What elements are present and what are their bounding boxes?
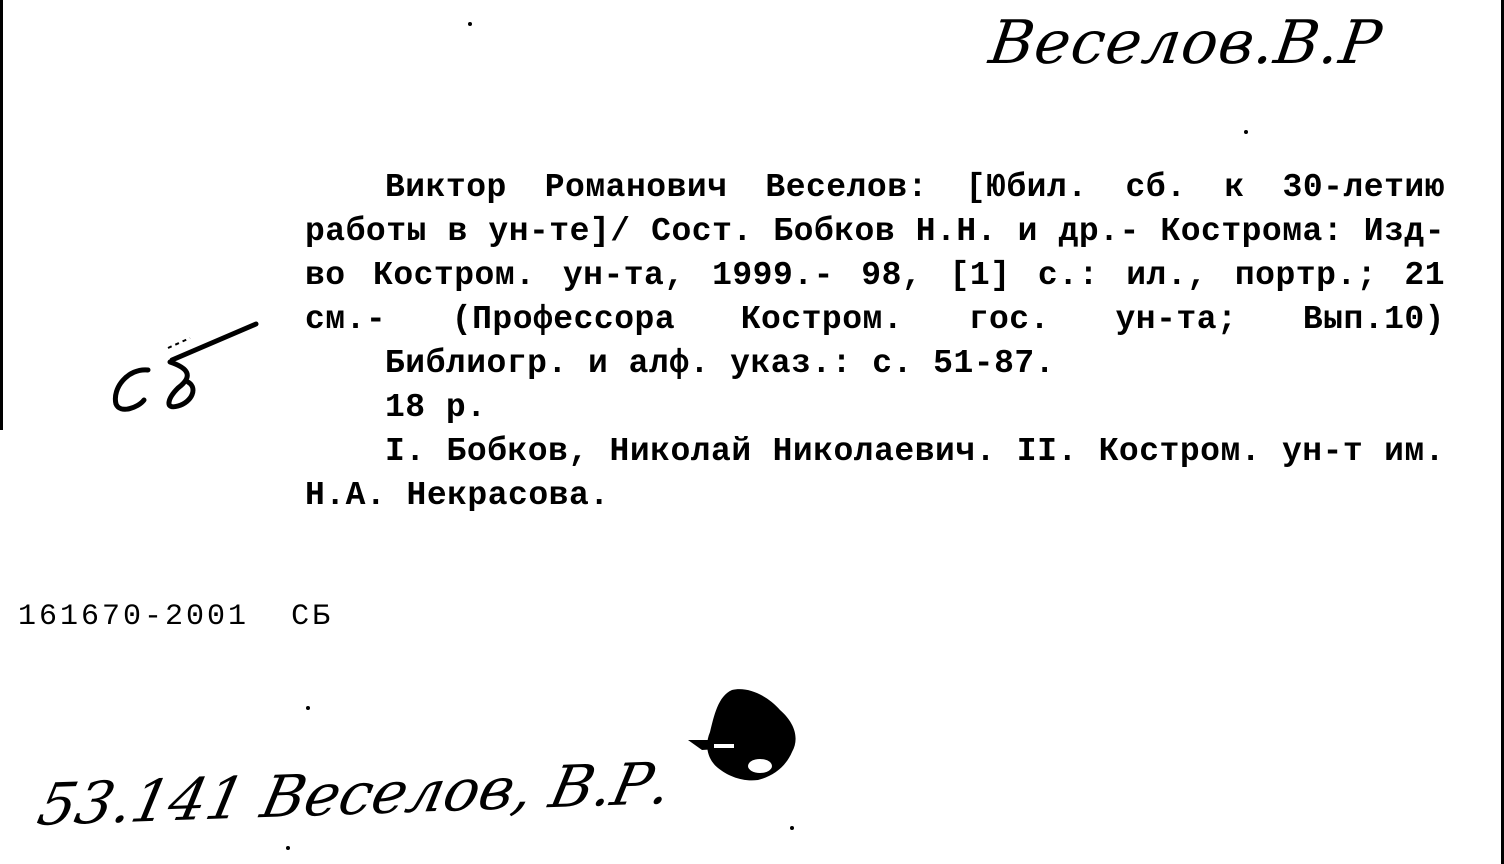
speck	[790, 826, 794, 830]
speck	[468, 22, 472, 26]
card-main-entry: Виктор Романович Веселов: [Юбил. сб. к 30-летию работы в ун-те]/ Сост. Бобков Н.Н. и др.- Кострома: Изд-во Костром. ун-та, 1999.- 98, [1] с.: ил., портр.; 21 см.- (Профессора Костром. гос. ун-та; Вып.10)	[305, 169, 1445, 338]
inventory-code: СБ	[291, 600, 334, 634]
inventory-line	[18, 600, 333, 634]
speck	[306, 706, 310, 710]
catalog-card-text	[305, 166, 1445, 518]
speck	[286, 846, 290, 850]
handwritten-sb-mark	[108, 318, 268, 418]
inventory-number: 161670-2001	[18, 600, 250, 634]
speck	[1244, 130, 1248, 134]
card-price: 18 р.	[385, 389, 487, 426]
left-edge-line	[0, 0, 3, 430]
handwritten-author-name: Веселов.В.Р	[985, 8, 1387, 78]
ink-blot-stamp	[688, 686, 800, 782]
handwritten-shelfmark: 53.141 Веселов, В.Р.	[32, 749, 678, 839]
card-bibliography-note: Библиогр. и алф. указ.: с. 51-87.	[385, 345, 1056, 382]
card-tracings: I. Бобков, Николай Николаевич. II. Костром. ун-т им. Н.А. Некрасова.	[305, 433, 1445, 514]
